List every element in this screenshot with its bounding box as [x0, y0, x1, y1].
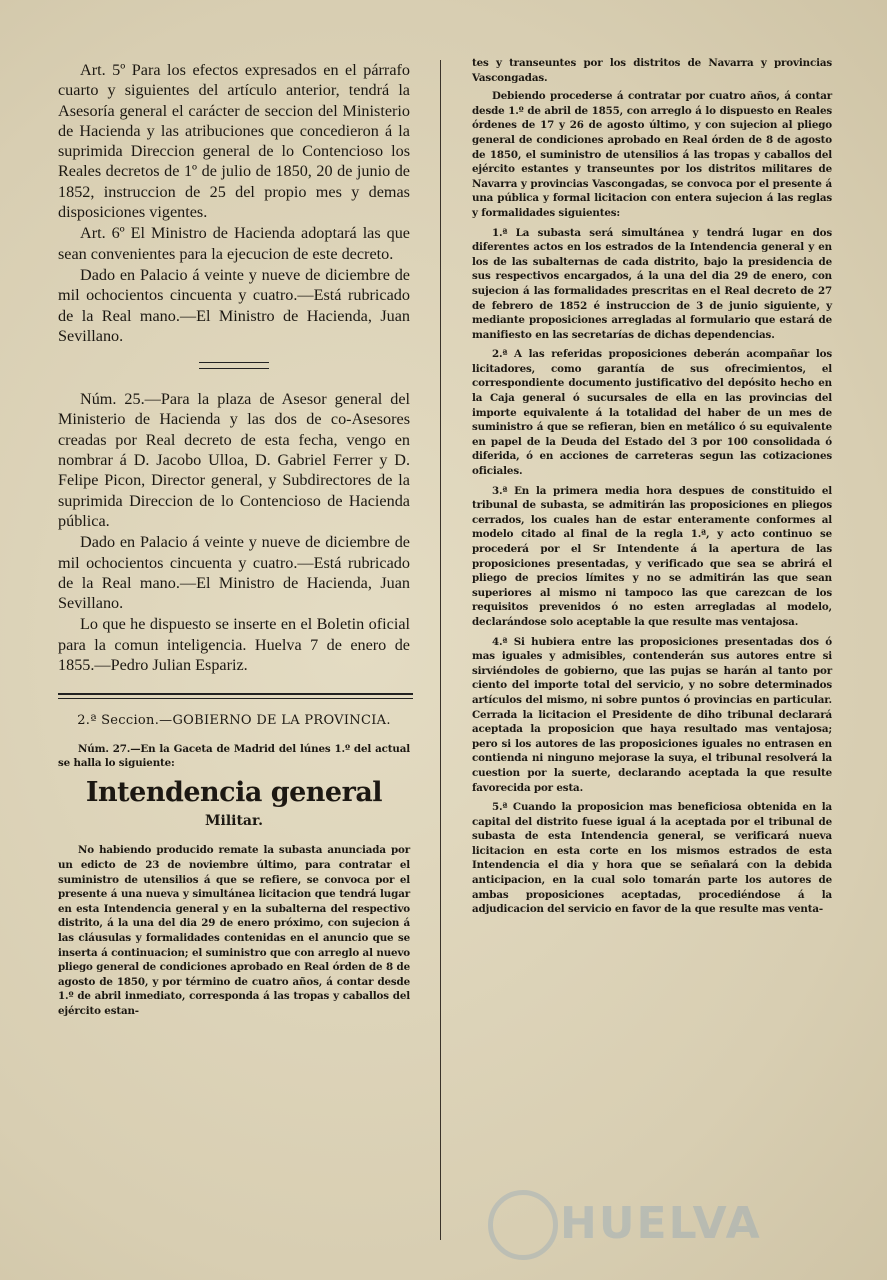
debiendo-paragraph: Debiendo procederse á contratar por cuatro años, á contar desde 1.º de abril de 1855, con arreglo á lo dispuesto en Reales órdenes de 17 y 26 de agosto último, y con sujecion al pliego general de condiciones aprobado en Real órden de 8 de agosto de 1850, el suministro de utensilios á las tropas y caballos del ejército estantes y transeuntes por los distritos militares de Navarra y provincias Vascongadas, se convoca por el presente á una pública y formal licitacion con entera sujecion á las reglas y formalidades siguientes: — [472, 90, 832, 219]
decree-signature-2: Dado en Palacio á veinte y nueve de diciembre de mil ochocientos cincuenta y cuatro.—Está rubricado de la Real mano.—El Ministro de Hacienda, Juan Sevillano. — [58, 533, 410, 613]
column-divider — [440, 60, 441, 1240]
section-heading: 2.ª Seccion.—GOBIERNO DE LA PROVINCIA. — [77, 713, 391, 729]
number-27: Núm. 27.—En la Gaceta de Madrid del lúnes 1.º del actual se halla lo siguiente: — [58, 742, 410, 770]
headline-title: Intendencia general — [85, 776, 383, 808]
watermark: HUELVA — [560, 1198, 762, 1249]
rule-2: 2.ª A las referidas proposiciones deberán acompañar los licitadores, como garantía de sus ofrecimientos, el correspondiente documento justificativo del depósito hecho en la Caja general ó sucursales de ella en las provincias del importe equivalente á la totalidad del haber de un mes de suministro á que se refieran, bien en metálico ó su equivalente en papel de la Deuda del Estado del 3 por 100 consolidada ó diferida, ó en acciones de carreteras segun las cotizaciones oficiales. — [472, 348, 832, 478]
section-divider — [58, 693, 413, 699]
rule-1: 1.ª La subasta será simultánea y tendrá lugar en dos diferentes actos en los estrados de la Intendencia general y en los de las subalternas de cada distrito, bajo la presidencia de sus respectivos encargados, á la una del dia 29 de enero, con sujecion á las formalidades prescritas en el Real decreto de 27 de febrero de 1852 é instruccion de 3 de junio siguiente, y mediante proposiciones arregladas al formulario que estará de manifiesto en las secretarías de dichas dependencias. — [472, 226, 832, 341]
article-5: Art. 5º Para los efectos expresados en el párrafo cuarto y siguientes del artículo anterior, tendrá la Asesoría general el carácter de seccion del Ministerio de Hacienda y las atribuciones que concedieron á la suprimida Direccion general de lo Contencioso los Reales decretos de 1º de julio de 1850, 20 de junio de 1852, instruccion de 25 del propio mes y demas disposiciones vigentes. — [58, 61, 410, 222]
rule-4: 4.ª Si hubiera entre las proposiciones presentadas dos ó mas iguales y admisibles, contenderán sus autores entre si sirviéndoles de gobierno, que las pujas se harán al tanto por ciento del importe total del servicio, y no sobre determinados artículos del mismo, ni sobre puntos ó provincias en particular. Cerrada la licitacion el Presidente de diho tribunal declarará aceptada la proposicion que haya resultado mas ventajosa; pero si los autores de las proposiciones iguales no entrasen en contienda ni ninguno mejorase la suya, el tribunal resolverá la cuestion por la suerte, declarando aceptada la que resulte favorecida por esta. — [472, 635, 832, 794]
left-column — [58, 60, 410, 1019]
publication-note: Lo que he dispuesto se inserte en el Boletin oficial para la comun inteligencia. Huelva 7 de enero de 1855.—Pedro Julian Espariz. — [58, 615, 410, 675]
article-6: Art. 6º El Ministro de Hacienda adoptará las que sean convenientes para la ejecucion de este decreto. — [58, 224, 410, 263]
rule-3: 3.ª En la primera media hora despues de constituido el tribunal de subasta, se admitirán las proposiciones en pliegos cerrados, los cuales han de estar enteramente conformes al modelo citado al final de la regla 1.ª, y acto continuo se procederá por el Sr Intendente á la apertura de las proposiciones presentadas, y verificado que sea se abrirá el pliego de precios límites y no se admitirán las que sean superiores al mismo ni tampoco las que carezcan de los requisitos prevenidos ó no esten arregladas al modelo, declarándose solo aceptable la que resulte mas ventajosa. — [472, 484, 832, 628]
right-column — [472, 56, 832, 922]
watermark-emblem-icon — [488, 1190, 558, 1260]
continuation-line: tes y transeuntes por los distritos de Navarra y provincias Vascongadas. — [472, 57, 832, 84]
number-25: Núm. 25.—Para la plaza de Asesor general del Ministerio de Hacienda y las dos de co-Asesores creadas por Real decreto de esta fecha, vengo en nombrar á D. Jacobo Ulloa, D. Gabriel Ferrer y D. Felipe Picon, Director general, y Subdirectores de la suprimida Direccion de lo Contencioso de Hacienda pública. — [58, 390, 410, 530]
headline-subtitle: Militar. — [205, 813, 263, 830]
decree-signature-1: Dado en Palacio á veinte y nueve de diciembre de mil ochocientos cincuenta y cuatro.—Está rubricado de la Real mano.—El Ministro de Hacienda, Juan Sevillano. — [58, 265, 410, 345]
short-divider — [199, 362, 269, 369]
rule-5: 5.ª Cuando la proposicion mas beneficiosa obtenida en la capital del distrito fuese igual á la aceptada por el tribunal de subasta de esta Intendencia general, se verificará nueva licitacion en esta corte en los mismos estrados de esta Intendencia el dia y hora que se señalará con la debida anticipacion, en la cual solo tomarán parte los autores de ambas proposiciones aceptadas, procediéndose á la adjudicacion del servicio en favor de la que resulte mas venta- — [472, 801, 832, 916]
auction-announcement: No habiendo producido remate la subasta anunciada por un edicto de 23 de noviembre último, para contratar el suministro de utensilios á que se refiere, se convoca por el presente á una nueva y simultánea licitacion que tendrá lugar en esta Intendencia general y en la subalterna del respectivo distrito, á la una del dia 29 de enero próximo, con sujecion á las cláusulas y formalidades contenidas en el anuncio que se inserta á continuacion; el suministro que con arreglo al nuevo pliego general de condiciones aprobado en Real órden de 8 de agosto de 1850, y por término de cuatro años, á contar desde 1.º de abril inmediato, corresponda á las tropas y caballos del ejército estan- — [58, 844, 410, 1017]
